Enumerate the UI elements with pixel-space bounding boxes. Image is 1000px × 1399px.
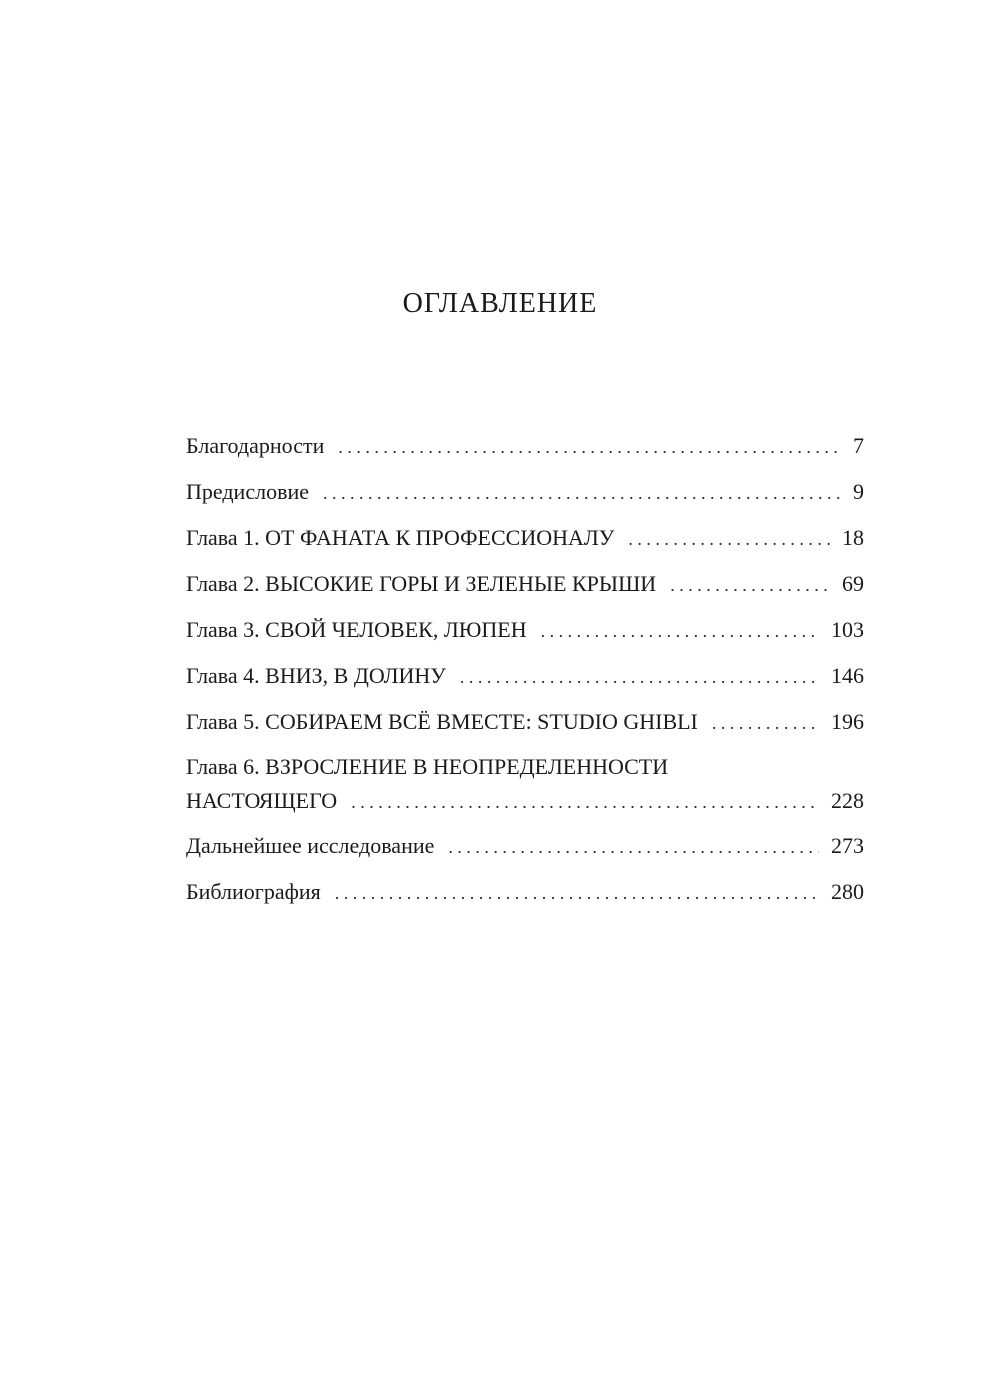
toc-entry-label: Благодарности <box>186 433 325 458</box>
toc-entry-label: Глава 4. ВНИЗ, В ДОЛИНУ <box>186 663 446 688</box>
toc-entry-label: Глава 1. ОТ ФАНАТА К ПРОФЕССИОНАЛУ <box>186 525 615 550</box>
toc-entry-label: Глава 5. СОБИРАЕМ ВСЁ ВМЕСТЕ: STUDIO GHIBLI <box>186 709 698 734</box>
toc-dot-leader <box>670 567 830 603</box>
toc-entry-page: 69 <box>842 571 864 596</box>
toc-entry-page: 103 <box>831 617 864 642</box>
toc-entry-page: 273 <box>831 833 864 858</box>
toc-entry-label: Дальнейшее исследование <box>186 833 435 858</box>
toc-entry-chapter-4[interactable] <box>186 658 864 694</box>
toc-dot-leader <box>448 829 819 865</box>
toc-entry-page: 280 <box>831 879 864 904</box>
toc-entry-page: 146 <box>831 663 864 688</box>
toc-entry-chapter-1[interactable] <box>186 520 864 556</box>
toc-entry-chapter-2[interactable] <box>186 566 864 602</box>
toc-dot-leader <box>338 429 841 465</box>
toc-entry-label: Глава 3. СВОЙ ЧЕЛОВЕК, ЛЮПЕН <box>186 617 527 642</box>
toc-entry-label-line-2: НАСТОЯЩЕГО <box>186 788 338 813</box>
toc-entry-page: 228 <box>831 788 864 813</box>
toc-dot-leader <box>335 875 819 911</box>
toc-entry-chapter-5[interactable] <box>186 704 864 740</box>
toc-entry-label-line-1: Глава 6. ВЗРОСЛЕНИЕ В НЕОПРЕДЕЛЕННОСТИ <box>186 754 669 779</box>
toc-entry-further-research[interactable] <box>186 828 864 864</box>
toc-entry-label: Глава 2. ВЫСОКИЕ ГОРЫ И ЗЕЛЕНЫЕ КРЫШИ <box>186 571 657 596</box>
toc-dot-leader <box>712 705 819 741</box>
toc-dot-leader <box>541 613 819 649</box>
toc-entry-chapter-6[interactable] <box>186 750 864 818</box>
toc-dot-leader <box>323 475 841 511</box>
toc-entry-acknowledgements[interactable] <box>186 428 864 464</box>
page-title: ОГЛАВЛЕНИЕ <box>402 288 598 319</box>
toc-entry-page: 18 <box>842 525 864 550</box>
toc-entry-label: Предисловие <box>186 479 309 504</box>
toc-entry-preface[interactable] <box>186 474 864 510</box>
toc-dot-leader <box>628 521 830 557</box>
toc-entry-chapter-3[interactable] <box>186 612 864 648</box>
toc-entry-bibliography[interactable] <box>186 874 864 910</box>
toc-entry-page: 9 <box>853 479 864 504</box>
toc-dot-leader <box>460 659 819 695</box>
table-of-contents <box>186 428 864 920</box>
toc-entry-page: 7 <box>853 433 864 458</box>
toc-dot-leader <box>351 785 819 819</box>
toc-entry-page: 196 <box>831 709 864 734</box>
toc-entry-label: Библиография <box>186 879 321 904</box>
